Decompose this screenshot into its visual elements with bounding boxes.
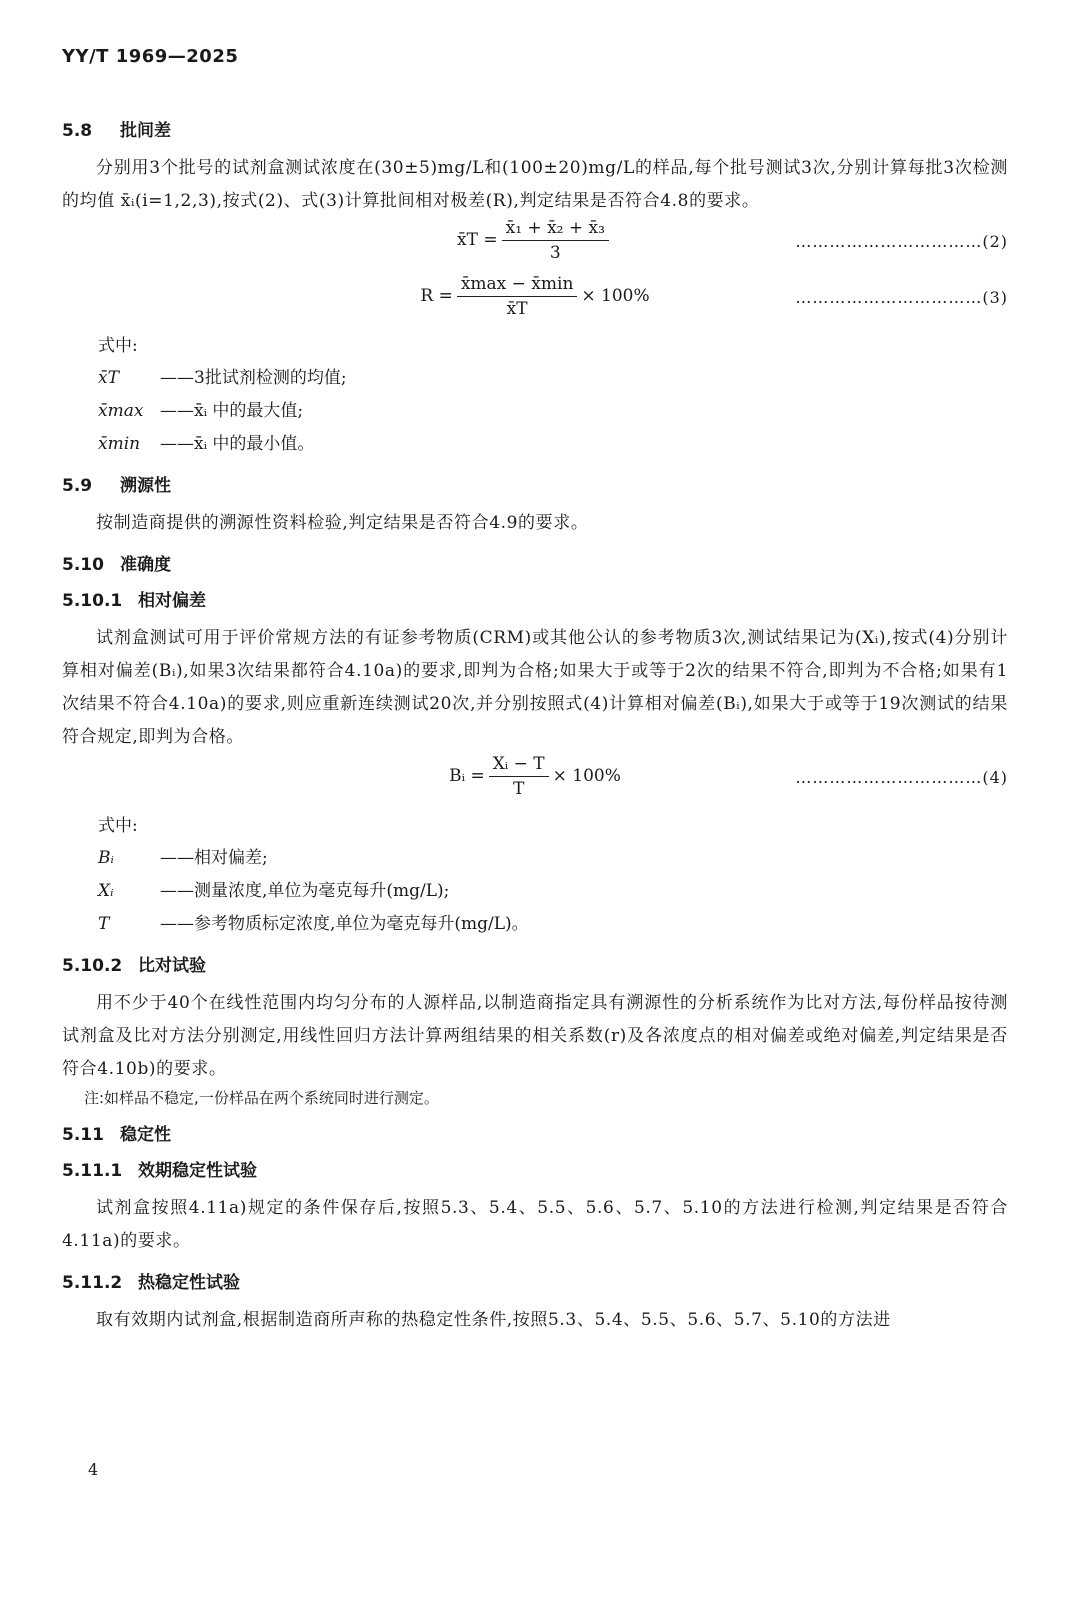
eq4-number: ……………………………(4) [795,768,1008,787]
paragraph-5-10-2: 用不少于40个在线性范围内均匀分布的人源样品,以制造商指定具有溯源性的分析系统作为比对方法,每份样品按待测试剂盒及比对方法分别测定,用线性回归方法计算两组结果的相关系数(r)及各浓度点的相对偏差或绝对偏差,判定结果是否符合4.10b)的要求。 [62,993,1008,1079]
where-label: 式中: [98,816,138,836]
definition-item: Xᵢ ——测量浓度,单位为毫克每升(mg/L); [98,881,450,901]
eq2-denominator: 3 [549,243,561,263]
definition-item: x̄min ——x̄ᵢ 中的最小值。 [98,434,315,454]
section-heading-5-8: 5.8 批间差 [62,121,171,141]
paragraph-5-10-1: 试剂盒测试可用于评价常规方法的有证参考物质(CRM)或其他公认的参考物质3次,测试结果记为(Xᵢ),按式(4)分别计算相对偏差(Bᵢ),如果3次结果都符合4.10a)的要求,即判为合格;如果大于或等于2次的结果不符合,即判为不合格;如果有1次结果不符合4.10a)的要求,则应重新连续测试20次,并分别按照式(4)计算相对偏差(Bᵢ),如果大于或等于19次测试的结果符合规定,即判为合格。 [62,628,1008,747]
section-heading-5-9: 5.9 溯源性 [62,476,171,496]
equation-3 [62,274,1008,330]
section-heading-5-10-2: 5.10.2 比对试验 [62,956,206,976]
eq4-rhs: × 100% [552,766,621,786]
eq4-lhs: Bᵢ = [449,766,485,786]
eq3-denominator: x̄T [506,299,528,319]
eq4-numerator: Xᵢ − T [489,754,549,777]
document-header: YY/T 1969—2025 [62,46,239,67]
section-heading-5-10: 5.10 准确度 [62,555,171,575]
eq4-denominator: T [512,779,525,799]
where-label: 式中: [98,336,138,356]
eq2-number: ……………………………(2) [795,232,1008,251]
paragraph-5-11-2: 取有效期内试剂盒,根据制造商所声称的热稳定性条件,按照5.3、5.4、5.5、5.6、5.7、5.10的方法进 [96,1310,891,1330]
document-body [62,120,1008,1337]
definition-item: x̄T ——3批试剂检测的均值; [98,368,347,388]
section-heading-5-11-1: 5.11.1 效期稳定性试验 [62,1161,257,1181]
paragraph-5-8: 分别用3个批号的试剂盒测试浓度在(30±5)mg/L和(100±20)mg/L的样品,每个批号测试3次,分别计算每批3次检测的均值 x̄ᵢ(i=1,2,3),按式(2)、式(3)计算批间相对极差(R),判定结果是否符合4.8的要求。 [62,158,1008,211]
eq2-lhs: x̄T = [457,230,498,250]
eq3-rhs: × 100% [581,286,650,306]
section-heading-5-11: 5.11 稳定性 [62,1125,171,1145]
eq3-lhs: R = [420,286,453,306]
definition-item: Bᵢ ——相对偏差; [98,848,268,868]
eq3-numerator: x̄max − x̄min [457,274,578,297]
section-heading-5-11-2: 5.11.2 热稳定性试验 [62,1273,240,1293]
paragraph-5-9: 按制造商提供的溯源性资料检验,判定结果是否符合4.9的要求。 [96,513,589,533]
eq2-numerator: x̄₁ + x̄₂ + x̄₃ [502,218,609,241]
equation-4 [62,754,1008,810]
definition-item: T ——参考物质标定浓度,单位为毫克每升(mg/L)。 [98,914,529,934]
eq3-number: ……………………………(3) [795,288,1008,307]
page-number: 4 [88,1460,99,1479]
paragraph-5-11-1: 试剂盒按照4.11a)规定的条件保存后,按照5.3、5.4、5.5、5.6、5.7、5.10的方法进行检测,判定结果是否符合4.11a)的要求。 [62,1198,1008,1251]
note: 注:如样品不稳定,一份样品在两个系统同时进行测定。 [84,1089,439,1107]
section-heading-5-10-1: 5.10.1 相对偏差 [62,591,206,611]
equation-2 [62,218,1008,274]
definition-item: x̄max ——x̄ᵢ 中的最大值; [98,401,304,421]
